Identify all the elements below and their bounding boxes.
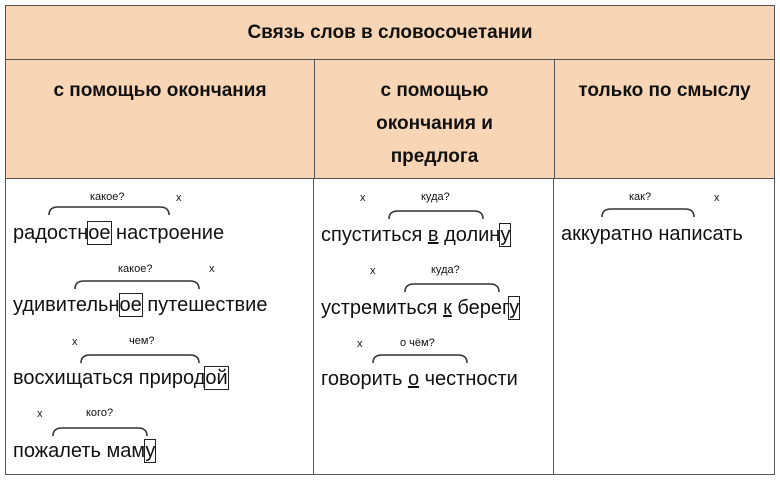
question-label: кого? [86, 407, 114, 419]
phrase-rest: путешествие [141, 294, 268, 316]
question-label: как? [629, 191, 652, 203]
preposition: о [407, 368, 420, 390]
phrase-verb: спуститься [321, 224, 428, 246]
question-arc [601, 207, 695, 219]
column-header-meaning: только по смыслу [554, 60, 774, 178]
phrase-item [13, 293, 267, 317]
main-word-mark: x [370, 265, 376, 277]
column-headers [6, 60, 774, 179]
question-label: куда? [431, 264, 460, 276]
ending-box: у [509, 297, 520, 319]
column-header-ending-preposition-text: с помощью окончания и предлога [376, 80, 493, 167]
main-word-mark: x [37, 408, 43, 420]
question-arc [404, 282, 500, 294]
main-word-mark: x [209, 263, 215, 275]
phrase-item [321, 296, 519, 320]
ending-box: ое [88, 222, 111, 244]
question-arc [48, 205, 170, 217]
main-word-mark: x [714, 192, 720, 204]
preposition: к [443, 297, 452, 319]
question-label: куда? [421, 191, 450, 203]
phrase-verb: говорить [321, 368, 408, 390]
main-word-mark: x [357, 338, 363, 350]
ending-box: у [145, 440, 156, 462]
question-label: чем? [129, 335, 155, 347]
column-divider-2 [553, 178, 554, 474]
question-label: какое? [90, 191, 125, 203]
main-word-mark: x [72, 336, 78, 348]
question-arc [372, 353, 468, 365]
phrase-item: аккуратно написать [561, 223, 743, 245]
ending-box: ое [119, 294, 142, 316]
column-header-ending: с помощью окончания [53, 80, 267, 101]
phrase-verb: устремиться [321, 297, 444, 319]
question-label: о чём? [400, 337, 435, 349]
phrase-stem: восхищаться природ [13, 367, 206, 389]
question-arc [388, 209, 484, 221]
main-word-mark: x [360, 192, 366, 204]
phrase-item [13, 221, 224, 245]
ending-box: у [500, 224, 511, 246]
question-label: какое? [118, 263, 153, 275]
phrase-stem: пожалеть мам [13, 440, 146, 462]
phrase-item [321, 367, 518, 391]
column-header-ending-preposition [314, 60, 554, 178]
main-word-mark: x [176, 192, 182, 204]
ending-box: ой [205, 367, 228, 389]
question-arc [52, 426, 148, 438]
phrase-stem: радостн [13, 222, 89, 244]
phrase-item [13, 366, 228, 390]
question-arc [74, 279, 200, 291]
phrase-item [13, 439, 155, 463]
phrase-item [321, 223, 510, 247]
preposition: в [427, 224, 439, 246]
phrase-rest: настроение [110, 222, 225, 244]
phrase-stem: берег [451, 297, 510, 319]
table-title: Связь слов в словосочетании [6, 6, 774, 60]
column-divider-1 [313, 178, 314, 474]
phrase-rest: честности [419, 368, 518, 390]
phrase-stem: удивительн [13, 294, 120, 316]
phrase-stem: долин [438, 224, 501, 246]
question-arc [80, 353, 200, 365]
